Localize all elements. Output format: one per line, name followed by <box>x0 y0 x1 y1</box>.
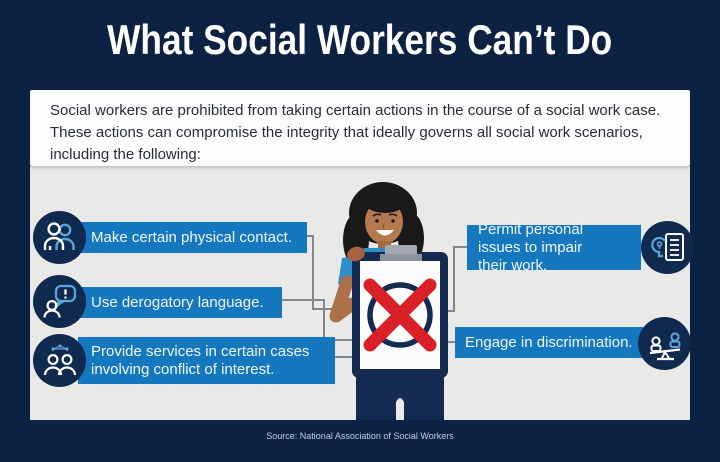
clipboard <box>352 245 448 378</box>
arm <box>336 282 352 316</box>
person-speech-warning-icon <box>33 275 86 328</box>
callout-label: Make certain physical contact. <box>91 229 292 246</box>
person-illustration <box>300 180 460 420</box>
intro-box <box>30 90 690 166</box>
discrimination-balance-icon <box>638 317 691 370</box>
conflict-of-interest-icon <box>33 334 86 387</box>
conflict-of-interest-icon <box>42 343 78 379</box>
head-document-icon <box>650 230 686 266</box>
page-title: What Social Workers Can’t Do <box>107 16 613 63</box>
callout-discrimination <box>455 327 643 358</box>
callout-label: Use derogatory language. <box>91 294 264 311</box>
callout-conflict-of-interest <box>78 337 335 384</box>
callout-personal-issues <box>467 220 641 274</box>
head-document-icon <box>641 221 694 274</box>
two-people-icon <box>33 211 86 264</box>
discrimination-balance-icon <box>647 326 683 362</box>
callout-physical-contact <box>78 222 307 253</box>
callout-label: Provide services in certain cases involving conflict of interest. <box>91 342 310 378</box>
two-people-icon <box>42 220 78 256</box>
callout-label: Permit personal issues to impair their work. <box>478 220 584 274</box>
person-speech-warning-icon <box>42 284 78 320</box>
callout-derogatory-language <box>78 287 282 318</box>
footer-source: Source: National Association of Social Workers <box>266 431 454 441</box>
intro-text: Social workers are prohibited from taking certain actions in the course of a social work case. These actions can compromise the integrity that ideally governs all social work scenarios, including the following: <box>50 102 661 163</box>
callout-label: Engage in discrimination. <box>465 334 633 351</box>
